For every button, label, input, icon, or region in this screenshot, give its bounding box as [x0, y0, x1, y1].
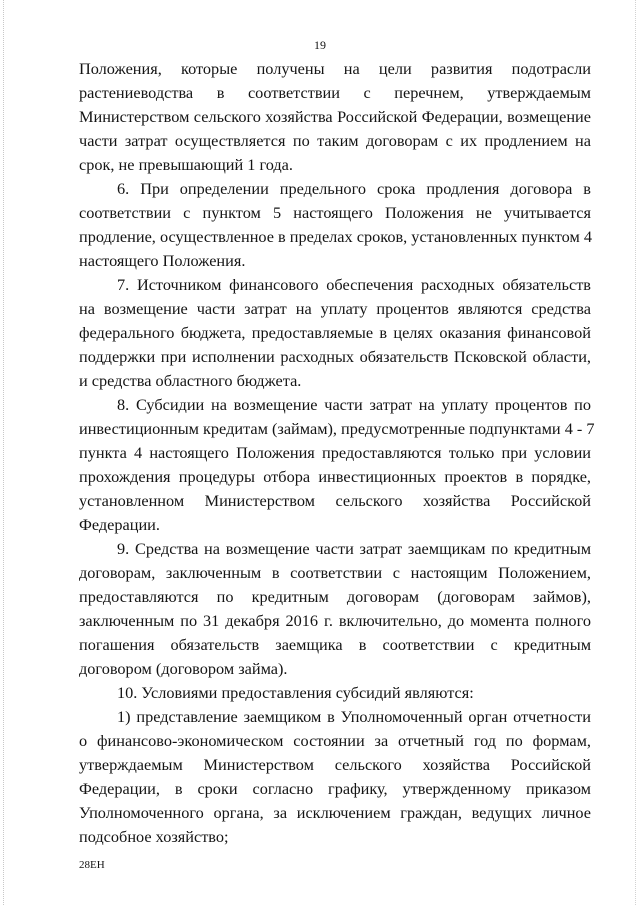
text-line: утверждаемым Министерством сельского хозяйства Российской — [79, 755, 591, 774]
text-line: прохождения процедуры отбора инвестиционных проектов в порядке, — [79, 467, 591, 486]
paragraph-first-line: 1) представление заемщиком в Уполномоченный орган отчетности — [117, 707, 591, 726]
text-line: о финансово-экономическом состоянии за отчетный год по формам, — [79, 731, 591, 750]
text-line: подсобное хозяйство; — [79, 827, 229, 846]
text-line: части затрат осуществляется по таким договорам с их продлением на — [79, 131, 591, 150]
page-number: 19 — [314, 38, 326, 52]
text-line: Федерации, в сроки согласно графику, утвержденному приказом — [79, 779, 591, 798]
footer-code: 28ЕН — [79, 859, 105, 871]
scan-edge-right — [635, 0, 637, 905]
text-line: продление, осуществленное в пределах сроков, установленных пунктом 4 — [79, 227, 592, 246]
paragraph-first-line: 6. При определении предельного срока продления договора в — [117, 179, 591, 198]
text-line: на возмещение части затрат на уплату процентов являются средства — [79, 299, 591, 318]
paragraph-first-line: 9. Средства на возмещение части затрат заемщикам по кредитным — [117, 539, 591, 558]
text-line: Министерством сельского хозяйства Российской Федерации, возмещение — [79, 107, 591, 126]
text-line: заключенным по 31 декабря 2016 г. включительно, до момента полного — [79, 611, 591, 630]
text-line: пункта 4 настоящего Положения предоставляются только при условии — [79, 443, 591, 462]
text-line: федерального бюджета, предоставляемые в целях оказания финансовой — [79, 323, 591, 342]
text-line: поддержки при исполнении расходных обязательств Псковской области, — [79, 347, 591, 366]
text-line: срок, не превышающий 1 года. — [79, 155, 293, 174]
paragraph-first-line: 7. Источником финансового обеспечения расходных обязательств — [117, 275, 591, 294]
text-line: договором (договором займа). — [79, 659, 288, 678]
scan-edge-left — [3, 0, 5, 905]
text-line: Уполномоченного органа, за исключением граждан, ведущих личное — [79, 803, 591, 822]
text-line: погашения обязательств заемщика в соответствии с кредитным — [79, 635, 591, 654]
paragraph-first-line: 10. Условиями предоставления субсидий являются: — [117, 683, 474, 702]
text-line: и средства областного бюджета. — [79, 371, 302, 390]
text-line: договорам, заключенным в соответствии с настоящим Положением, — [79, 563, 591, 582]
text-line: инвестиционным кредитам (займам), предусмотренные подпунктами 4 - 7 — [79, 419, 595, 438]
text-line: соответствии с пунктом 5 настоящего Положения не учитывается — [79, 203, 591, 222]
text-line: установленном Министерством сельского хозяйства Российской — [79, 491, 591, 510]
text-line: предоставляются по кредитным договорам (договорам займов), — [79, 587, 591, 606]
text-line: Положения, которые получены на цели развития подотрасли — [79, 59, 591, 78]
text-line: растениеводства в соответствии с перечнем, утверждаемым — [79, 83, 591, 102]
text-line: Федерации. — [79, 515, 160, 534]
paragraph-first-line: 8. Субсидии на возмещение части затрат на уплату процентов по — [117, 395, 591, 414]
text-line: настоящего Положения. — [79, 251, 246, 270]
